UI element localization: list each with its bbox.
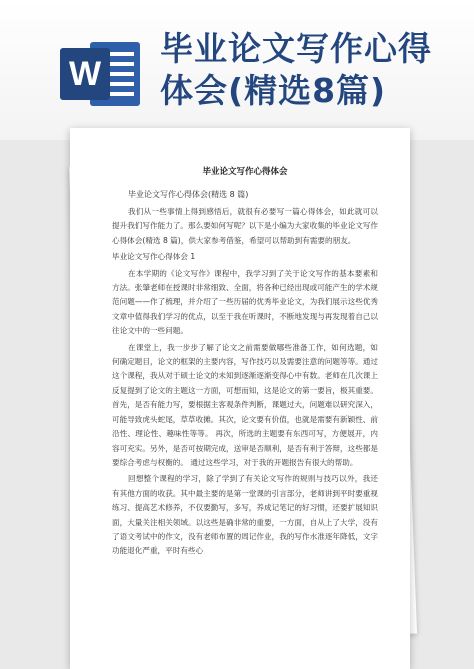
document-subtitle: 毕业论文写作心得体会(精选 8 篇)	[128, 190, 249, 199]
banner	[0, 0, 474, 140]
intro-paragraph: 我们从一些事情上得到感悟后，就很有必要写一篇心得体会，如此就可以提升我们写作能力了。那么要如何写呢？以下是小编为大家收集的毕业论文写作心得体会(精选 8 篇)，供大家参考借鉴，希望可以帮助到有需要的朋友。	[112, 207, 378, 245]
bottom-fade	[70, 629, 410, 669]
banner-title: 毕业论文写作心得体会(精选8篇)	[160, 29, 432, 110]
body-paragraph: 在课堂上，我一步步了解了论文之前需要做哪些准备工作，如何选题，如何确定题目，论文的框架的主要内容，写作技巧以及需要注意的问题等等。通过这个课程，我从对于硕士论文的未知到逐渐逐渐变得心中有数。老师在几次课上反复提到了论文的主题这一方面，可想而知，这是论文的第一要旨，极其重要。 首先，是否有能力写，要根据主客观条件判断，课题过大，问题难以研究深入，可能导致虎头蛇尾，草草收摊。其次，论文要有价值，也就是需要有新颖性、前沿性、理论性、趣味性等等。 再次，所选的主题要有东西可写，方便展开，内容可充实。另外，是否可按期完成，送审是否顺利，是否有利于答辩，这些都是要综合考虑与权衡的。 通过这些学习，对于我的开题报告有很大的帮助。	[112, 342, 378, 467]
section-heading: 毕业论文写作心得体会 1	[112, 252, 196, 262]
document-content	[112, 166, 378, 561]
document-page	[70, 128, 410, 669]
word-logo-letter: W	[68, 55, 102, 93]
word-document-icon	[60, 38, 144, 110]
body-paragraph: 回想整个课程的学习，除了学到了有关论文写作的规则与技巧以外，我还有其他方面的收获。其中最主要的是第一堂课的引言部分，老师讲到平时要重视练习、提高艺术修养，不仅要勤写，多写，养成记笔记的好习惯，还要扩展知识面，大量关注相关领域。以这些是确非常的重要，一方面，自从上了大学，没有了语文考试中的作文，没有老师布置的周记作业，我的写作水准逐年降低，文字功能退化严重，平时有些心	[112, 474, 378, 556]
body-paragraph: 在本学期的《论文写作》课程中，我学习到了关于论文写作的基本要素和方法。张肇老师在授课时非常细致、全面，将各种已经出现或可能产生的学术规范问题——作了梳理，并介绍了一些历届的优秀毕业论文，为我们展示这些优秀文章中值得我们学习的优点，以至于我在听课时，不断地发现与再发现着自己以往论文中的一些问题。	[112, 268, 378, 336]
document-title: 毕业论文写作心得体会	[202, 167, 288, 177]
